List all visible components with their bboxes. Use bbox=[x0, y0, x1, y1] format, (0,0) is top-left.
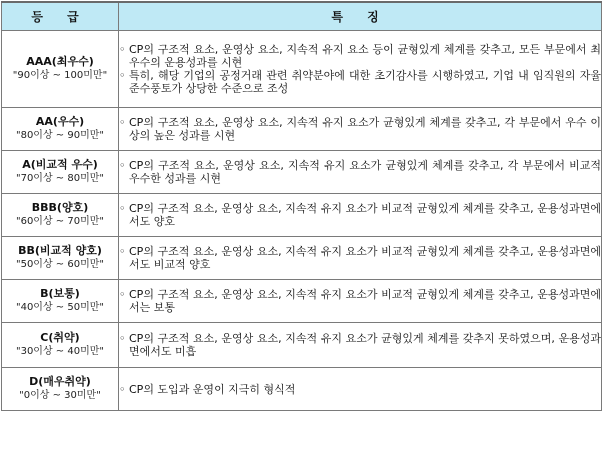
table-row bbox=[2, 323, 602, 368]
grade-name: BB(비교적 양호) bbox=[18, 244, 102, 257]
grade-range: "80이상 ~ 90미만" bbox=[15, 130, 105, 141]
bullet-icon: ◦ bbox=[119, 245, 126, 258]
grade-cell bbox=[2, 237, 119, 280]
feature-line bbox=[119, 288, 601, 314]
grade-cell bbox=[2, 151, 119, 194]
table-header-row bbox=[2, 2, 602, 31]
grade-range: "30이상 ~ 40미만" bbox=[15, 346, 105, 357]
bullet-icon: ◦ bbox=[119, 69, 126, 82]
feature-cell bbox=[119, 237, 602, 280]
table-row bbox=[2, 31, 602, 108]
grade-name: A(비교적 우수) bbox=[22, 158, 98, 171]
grade-range: "60이상 ~ 70미만" bbox=[15, 216, 105, 227]
bullet-icon: ◦ bbox=[119, 116, 126, 129]
table-row bbox=[2, 368, 602, 411]
feature-line bbox=[119, 43, 601, 69]
table-row bbox=[2, 151, 602, 194]
feature-cell bbox=[119, 194, 602, 237]
feature-cell bbox=[119, 368, 602, 411]
grade-range: "50이상 ~ 60미만" bbox=[15, 259, 105, 270]
grade-name: AAA(최우수) bbox=[26, 55, 94, 68]
feature-text: CP의 구조적 요소, 운영상 요소, 지속적 유지 요소가 비교적 균형있게 체계를 갖추고, 운용성과면에서도 비교적 양호 bbox=[129, 245, 601, 271]
feature-text: 특히, 해당 기업의 공정거래 관련 취약분야에 대한 초기감사를 시행하였고, 기업 내 임직원의 자율준수풍토가 상당한 수준으로 조성 bbox=[129, 69, 601, 95]
grade-table bbox=[1, 1, 602, 411]
feature-text: CP의 구조적 요소, 운영상 요소, 지속적 유지 요소가 비교적 균형있게 체계를 갖추고, 운용성과면에서는 보통 bbox=[129, 288, 601, 314]
bullet-icon: ◦ bbox=[119, 202, 126, 215]
feature-cell bbox=[119, 323, 602, 368]
feature-cell bbox=[119, 151, 602, 194]
bullet-icon: ◦ bbox=[119, 159, 126, 172]
feature-text: CP의 구조적 요소, 운영상 요소, 지속적 유지 요소가 균형있게 체계를 갖추고, 각 부문에서 우수 이상의 높은 성과를 시현 bbox=[129, 116, 601, 142]
table-row bbox=[2, 237, 602, 280]
feature-line bbox=[119, 116, 601, 142]
feature-line bbox=[119, 202, 601, 228]
table-row bbox=[2, 108, 602, 151]
grade-cell bbox=[2, 368, 119, 411]
feature-text: CP의 구조적 요소, 운영상 요소, 지속적 유지 요소가 비교적 균형있게 체계를 갖추고, 운용성과면에서도 양호 bbox=[129, 202, 601, 228]
feature-line bbox=[119, 159, 601, 185]
feature-column-header: 특 징 bbox=[119, 2, 602, 31]
grade-cell bbox=[2, 280, 119, 323]
feature-line bbox=[119, 245, 601, 271]
bullet-icon: ◦ bbox=[119, 43, 126, 56]
grade-name: BBB(양호) bbox=[31, 201, 89, 214]
feature-cell bbox=[119, 31, 602, 108]
grade-cell bbox=[2, 194, 119, 237]
grade-column-header: 등 급 bbox=[2, 2, 119, 31]
feature-text: CP의 도입과 운영이 지극히 형식적 bbox=[129, 382, 296, 396]
bullet-icon: ◦ bbox=[119, 382, 126, 396]
feature-text: CP의 구조적 요소, 운영상 요소, 지속적 유지 요소가 균형있게 체계를 갖추지 못하였으며, 운용성과면에서도 미흡 bbox=[129, 332, 601, 358]
grade-range: "0이상 ~ 30미만" bbox=[19, 390, 101, 401]
bullet-icon: ◦ bbox=[119, 332, 126, 345]
grade-name: B(보통) bbox=[40, 287, 80, 300]
feature-line bbox=[119, 332, 601, 358]
grade-cell bbox=[2, 31, 119, 108]
grade-range: "70이상 ~ 80미만" bbox=[15, 173, 105, 184]
table-row bbox=[2, 194, 602, 237]
grade-cell bbox=[2, 108, 119, 151]
bullet-icon: ◦ bbox=[119, 288, 126, 301]
grade-name: AA(우수) bbox=[35, 115, 85, 128]
feature-cell bbox=[119, 280, 602, 323]
grade-cell bbox=[2, 323, 119, 368]
feature-line bbox=[119, 383, 601, 396]
grade-name: D(매우취약) bbox=[29, 375, 91, 388]
feature-line bbox=[119, 69, 601, 95]
grade-range: "40이상 ~ 50미만" bbox=[15, 302, 105, 313]
grade-range: "90이상 ~ 100미만" bbox=[12, 70, 108, 81]
feature-text: CP의 구조적 요소, 운영상 요소, 지속적 유지 요소가 균형있게 체계를 갖추고, 각 부문에서 비교적 우수한 성과를 시현 bbox=[129, 159, 601, 185]
feature-text: CP의 구조적 요소, 운영상 요소, 지속적 유지 요소 등이 균형있게 체계를 갖추고, 모든 부문에서 최우수의 운용성과를 시현 bbox=[129, 43, 601, 69]
grade-table-container bbox=[1, 1, 601, 411]
feature-cell bbox=[119, 108, 602, 151]
grade-name: C(취약) bbox=[40, 331, 80, 344]
table-row bbox=[2, 280, 602, 323]
